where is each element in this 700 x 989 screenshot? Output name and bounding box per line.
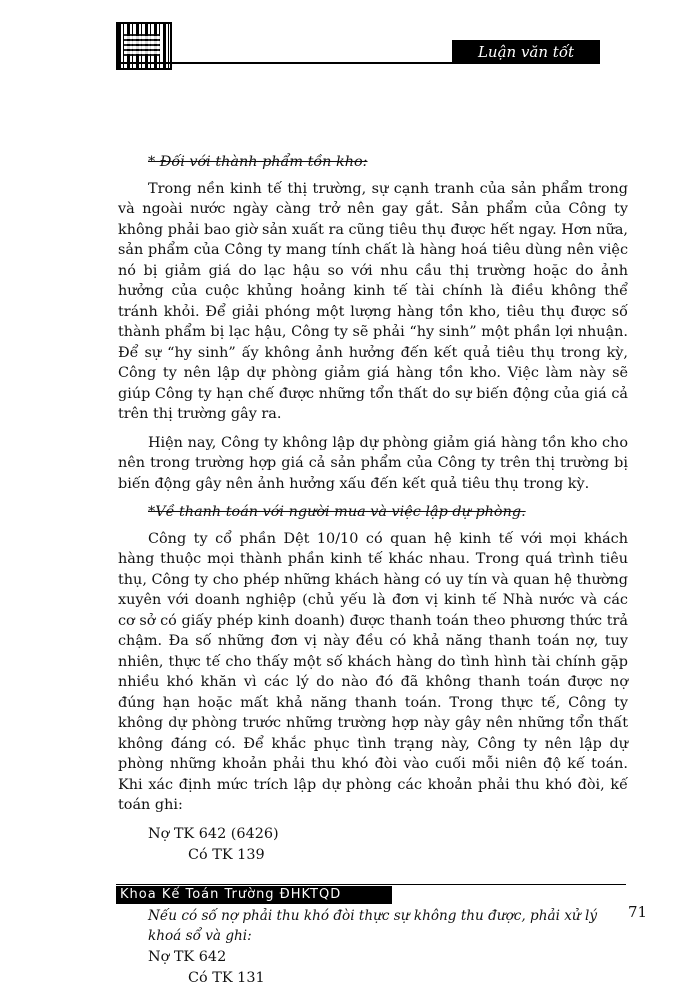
journal-entry-debit-1: Nợ TK 642 (6426) xyxy=(148,825,279,842)
section-heading-receivables: *Về thanh toán với người mua và việc lập dự phòng. xyxy=(148,504,526,520)
paragraph-current-state: Hiện nay, Công ty không lập dự phòng giảm giá hàng tồn kho cho nên trong trường hợp giá cả sản phẩm của Công ty trên thị trường bị biến động gây nên ảnh hưởng xấu đến kết quả tiêu thụ trong kỳ. xyxy=(118,434,628,492)
journal-entry-credit-1: Có TK 139 xyxy=(188,846,265,863)
journal-entry-debit-2: Nợ TK 642 xyxy=(148,948,227,965)
document-body xyxy=(118,152,628,989)
section-heading-inventory: * Đối với thành phẩm tồn kho: xyxy=(148,154,368,170)
header-rule xyxy=(116,62,600,64)
note-bad-debt: Nếu có số nợ phải thu khó đòi thực sự không thu được, phải xử lý khoá sổ và ghi: xyxy=(148,907,598,944)
paragraph-receivables: Công ty cổ phần Dệt 10/10 có quan hệ kinh tế với mọi khách hàng thuộc mọi thành phần kinh tế khác nhau. Trong quá trình tiêu thụ, Công ty cho phép những khách hàng có uy tín và quan hệ thường xuyên với doanh nghiệp (chủ yếu là đơn vị kinh tế Nhà nước và các cơ sở có giấy phép kinh doanh) được thanh toán theo phương thức trả chậm. Đa số những đơn vị này đều có khả năng thanh toán nợ, tuy nhiên, thực tế cho thấy một số khách hàng do tình hình tài chính gặp nhiều khó khăn vì các lý do nào đó đã không thanh toán được nợ đúng hạn hoặc mất khả năng thanh toán. Trong thực tế, Công ty không dự phòng trước những trường hợp này gây nên những tổn thất không đáng có. Để khắc phục tình trạng này, Công ty nên lập dự phòng những khoản phải thu khó đòi vào cuối mỗi niên độ kế toán. Khi xác định mức trích lập dự phòng các khoản phải thu khó đòi, kế toán ghi: xyxy=(118,530,628,813)
journal-entry-credit-2: Có TK 131 xyxy=(188,969,265,986)
footer-faculty-label: Khoa Kế Toán Trường ĐHKTQD xyxy=(116,886,392,904)
header-title: Luận văn tốt nghiệp xyxy=(452,40,600,64)
paragraph-inventory: Trong nền kinh tế thị trường, sự cạnh tranh của sản phẩm trong và ngoài nước ngày càng trở nên gay gắt. Sản phẩm của Công ty không phải bao giờ sản xuất ra cũng tiêu thụ được hết ngay. Hơn nữa, sản phẩm của Công ty mang tính chất là hàng hoá tiêu dùng nên việc nó bị giảm giá do lạc hậu so với nhu cầu thị trường hoặc do ảnh hưởng của cuộc khủng hoảng kinh tế tài chính là điều không thể tránh khỏi. Để giải phóng một lượng hàng tồn kho, tiêu thụ được số thành phẩm bị lạc hậu, Công ty sẽ phải “hy sinh” một phần lợi nhuận. Để sự “hy sinh” ấy không ảnh hưởng đến kết quả tiêu thụ trong kỳ, Công ty nên lập dự phòng giảm giá hàng tồn kho. Việc làm này sẽ giúp Công ty hạn chế được những tổn thất do sự biến động của giá cả trên thị trường gây ra. xyxy=(118,180,628,422)
footer-rule xyxy=(116,884,626,885)
page-number: 71 xyxy=(628,903,648,921)
